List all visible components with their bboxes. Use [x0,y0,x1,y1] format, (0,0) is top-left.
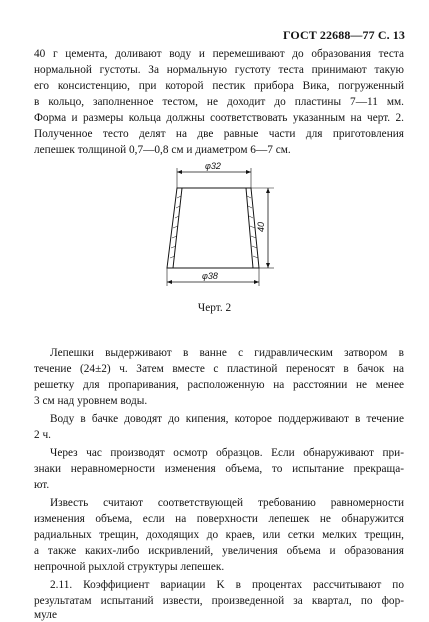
text-line: его консистенцию, при которой пестик прибора Вика, погруженный [34,80,404,92]
text-line: радиальных трещин, доходящих до краев, или сетки мелких трещин, [34,529,404,541]
text-line: 40 г цемента, доливают воду и перемешивают до образования теста [34,48,404,60]
text-line: Форма и размеры кольца должны соответствовать указанным на черт. 2. [34,112,404,124]
text-line: Через час производят осмотр образцов. Если обнаруживают при- [50,447,404,459]
figure-caption: Черт. 2 [197,302,232,314]
text-line: 2 ч. [34,429,51,441]
text-line: нормальной густоты. За нормальную густоту теста принимают такую [34,64,404,76]
text-line: Полученное тесто делят на две равные части для приготовления [34,128,404,140]
bottom-arrow-right [254,280,259,284]
text-line: знаки неравномерности изменения объема, то испытание прекраща- [34,463,404,475]
text-line: изменения объема, если на поверхности лепешек не обнаружится [34,513,404,525]
ring-drawing-svg [150,158,280,288]
page-header: ГОСТ 22688—77 С. 13 [282,28,405,42]
top-dimension-arrow-left [177,170,182,174]
bottom-arrow-left [167,280,172,284]
text-line: 3 см над уровнем воды. [34,395,148,407]
text-line: Известь считают соответствующей требованию равномерности [50,497,404,509]
top-dimension-arrow-right [246,170,251,174]
bottom-dimension-label: φ38 [202,271,218,281]
text-line: Воду в бачке доводят до кипения, которое поддерживают в течение [50,413,404,425]
height-dimension-label: 40 [256,221,266,232]
text-line: результатам испытаний извести, произведенной за квартал, по фор- [34,595,404,607]
height-arrow-bottom [266,263,270,268]
text-line: решетку для пропаривания, расположенную на расстоянии не менее [34,379,404,391]
top-dimension-label: φ32 [205,161,221,171]
text-line: лепешек толщиной 0,7—0,8 см и диаметром 6—7 см. [34,144,291,156]
text-line: ют. [34,479,50,491]
text-line: течение (24±2) ч. Затем вместе с пластиной переносят в бачок на [34,363,404,375]
text-line: Лепешки выдерживают в ванне с гидравлическим затвором в [50,347,404,359]
text-line: а также каких-либо искривлений, увеличения объема и образования [34,545,404,557]
text-line: непрочной рыхлой структуры лепешек. [34,561,225,573]
text-line: в кольцо, заполненное тестом, не доходит до пластины 7—11 мм. [34,96,404,108]
ring-drawing [150,158,280,288]
text-line: муле [34,609,57,621]
height-arrow-top [266,188,270,193]
text-line: 2.11. Коэффициент вариации K в процентах рассчитывают по [50,579,404,591]
